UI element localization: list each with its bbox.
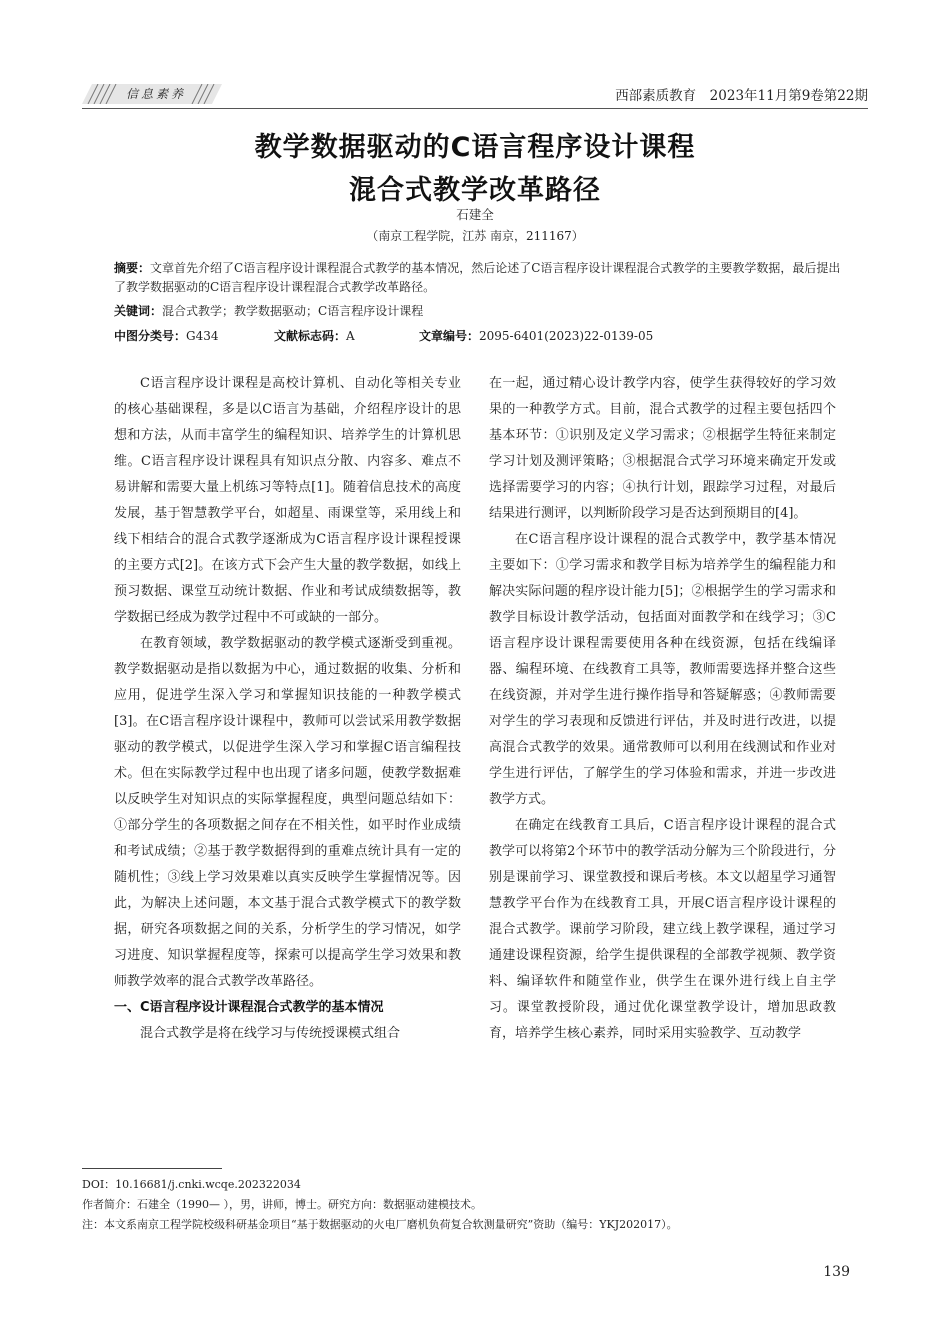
body-column-right [489,371,836,1047]
header-divider [82,108,868,109]
abstract [114,259,844,297]
keywords-text: 混合式教学；教学数据驱动；C语言程序设计课程 [162,304,424,318]
doc-code-label: 文献标志码： [274,329,347,343]
body-paragraph-continued: 在一起，通过精心设计教学内容，使学生获得较好的学习效果的一种教学方式。目前，混合式教学的过程主要包括四个基本环节：①识别及定义学习需求；②根据学生特征来制定学习计划及测评策略；③根据混合式学习环境来确定开发或选择需要学习的内容；④执行计划，跟踪学习过程，对最后结果进行测评，以判断阶段学习是否达到预期目的[4]。 [489,376,836,521]
footnote-funding: 注：本文系南京工程学院校级科研基金项目“基于数据驱动的火电厂磨机负荷复合软测量研究”资助（编号：YKJ202017）。 [82,1218,678,1231]
body-paragraph: 在C语言程序设计课程的混合式教学中，教学基本情况主要如下：①学习需求和教学目标为培养学生的编程能力和解决实际问题的程序设计能力[5]；②根据学生的学习需求和教学目标设计教学活动，包括面对面教学和在线学习；③C语言程序设计课程需要使用各种在线资源，包括在线编译器、编程环境、在线教育工具等，教师需要选择并整合这些在线资源，并对学生进行操作指导和答疑解惑；④教师需要对学生的学习表现和反馈进行评估，并及时进行改进，以提高混合式教学的效果。通常教师可以利用在线测试和作业对学生进行评估，了解学生的学习体验和需求，并进一步改进教学方式。 [489,532,836,807]
body-paragraph: 在教育领域，教学数据驱动的教学模式逐渐受到重视。教学数据驱动是指以数据为中心，通过数据的收集、分析和应用，促进学生深入学习和掌握知识技能的一种教学模式[3]。在C语言程序设计课程中，教师可以尝试采用教学数据驱动的教学模式，以促进学生深入学习和掌握C语言编程技术。但在实际教学过程中也出现了诸多问题，使教学数据难以反映学生对知识点的实际掌握程度，典型问题总结如下：①部分学生的各项数据之间存在不相关性，如平时作业成绩和考试成绩；②基于教学数据得到的重难点统计具有一定的随机性；③线上学习效果难以真实反映学生掌握情况等。因此，为解决上述问题，本文基于混合式教学模式下的教学数据，研究各项数据之间的关系，分析学生的学习情况，如学习进度、知识掌握程度等，探索可以提高学生学习效果和教师教学效率的混合式教学改革路径。 [114,636,461,989]
page-number: 139 [823,1264,850,1280]
section-tag-label: 信息素养 [126,87,187,101]
doc-code-value: A [346,329,355,343]
clc-label: 中图分类号： [114,329,187,343]
section-heading: 一、C语言程序设计课程混合式教学的基本情况 [114,1000,384,1015]
abstract-text: 文章首先介绍了C语言程序设计课程混合式教学的基本情况，然后论述了C语言程序设计课程混合式教学的主要教学数据，最后提出了教学数据驱动的C语言程序设计课程混合式教学改革路径。 [114,261,841,294]
section-tag [82,84,222,104]
journal-info: 西部素质教育 2023年11月第9卷第22期 [615,88,868,104]
abstract-label: 摘要： [114,261,151,275]
article-title-line-1: 教学数据驱动的C语言程序设计课程 [254,132,696,163]
clc-value: G434 [186,329,219,343]
footnote-author-bio: 作者简介：石建全（1990— ），男，讲师，博士。研究方向：数据驱动建模技术。 [82,1198,482,1211]
author-affiliation: （南京工程学院，江苏 南京，211167） [366,229,584,243]
body-paragraph: 在确定在线教育工具后，C语言程序设计课程的混合式教学可以将第2个环节中的教学活动分解为三个阶段进行，分别是课前学习、课堂教授和课后考核。本文以超星学习通智慧教学平台作为在线教育工具，开展C语言程序设计课程的混合式教学。课前学习阶段，建立线上教学课程，通过学习通建设课程资源，给学生提供课程的全部教学视频、教学资料、编译软件和随堂作业，供学生在课外进行线上自主学习。课堂教授阶段，通过优化课堂教学设计，增加思政教育，培养学生核心素养，同时采用实验教学、互动教学 [489,818,836,1041]
body-column-left [114,371,461,1047]
keywords [114,302,844,321]
body-paragraph: C语言程序设计课程是高校计算机、自动化等相关专业的核心基础课程，多是以C语言为基础，介绍程序设计的思想和方法，从而丰富学生的编程知识、培养学生的计算机思维。C语言程序设计课程具有知识点分散、内容多、难点不易讲解和需要大量上机练习等特点[1]。随着信息技术的高度发展，基于智慧教学平台，如超星、雨课堂等，采用线上和线下相结合的混合式教学逐渐成为C语言程序设计课程授课的主要方式[2]。在该方式下会产生大量的教学数据，如线上预习数据、课堂互动统计数据、作业和考试成绩数据等，教学数据已经成为教学过程中不可或缺的一部分。 [114,376,461,625]
keywords-label: 关键词： [114,304,163,318]
footnote-doi: DOI：10.16681/j.cnki.wcqe.202322034 [82,1178,301,1191]
body-paragraph: 混合式教学是将在线学习与传统授课模式组合 [140,1026,401,1041]
classification-info [114,327,874,346]
footnote-divider [82,1168,222,1169]
article-number-value: 2095-6401(2023)22-0139-05 [479,329,654,343]
author-name: 石建全 [456,207,494,222]
article-title-line-2: 混合式教学改革路径 [349,175,601,206]
article-number-label: 文章编号： [419,329,480,343]
